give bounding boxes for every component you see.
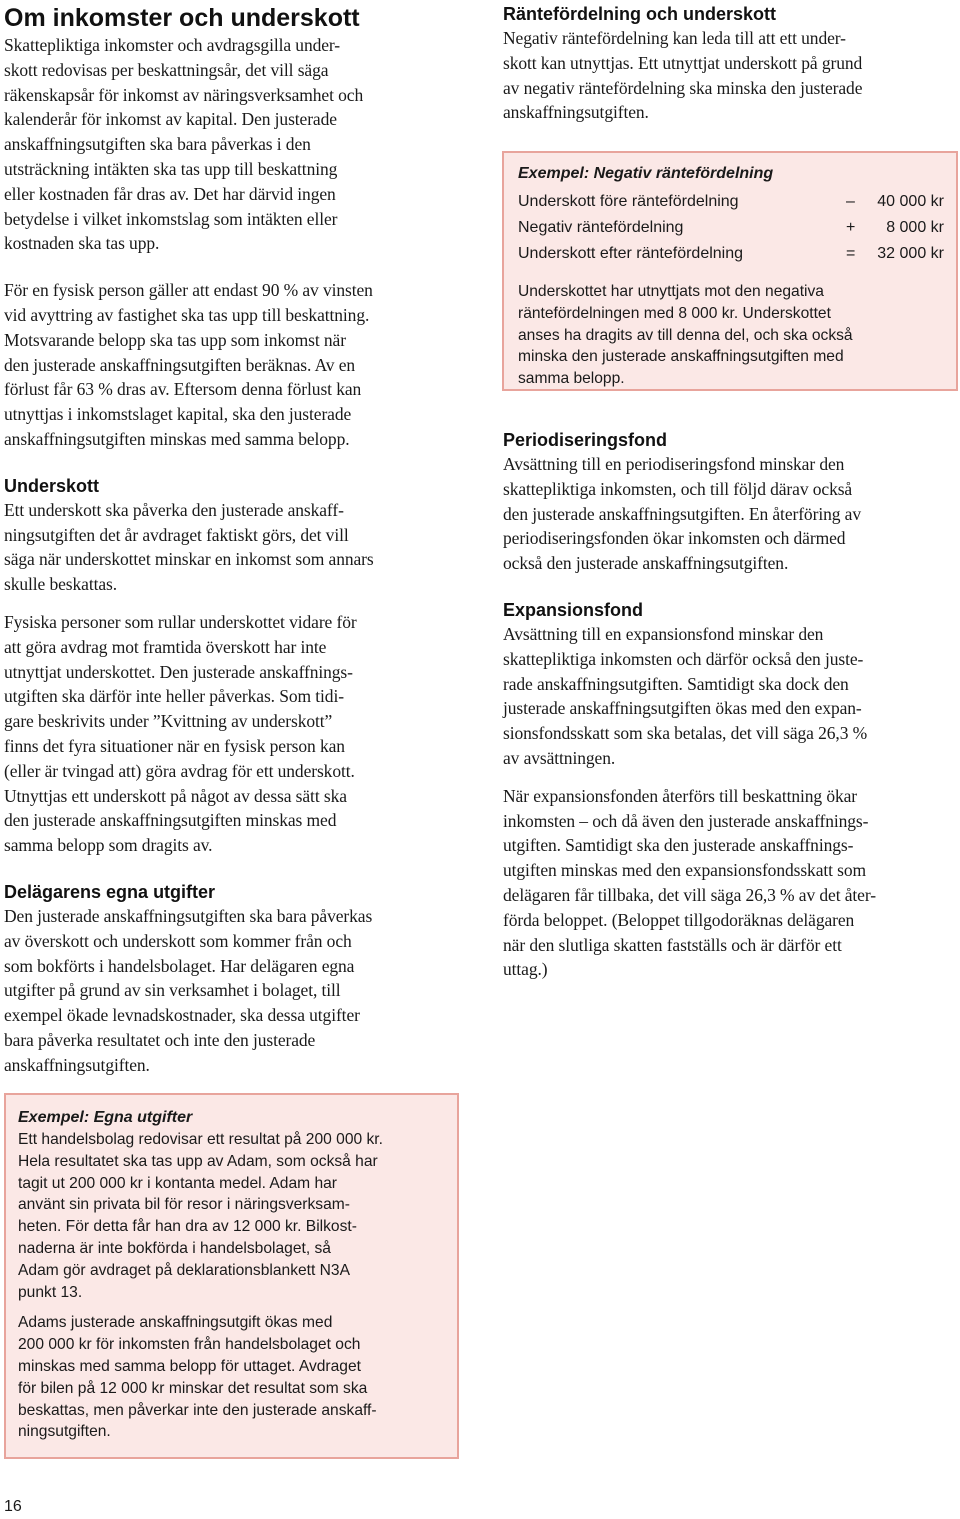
calc-operator: = (846, 245, 856, 262)
text-line: periodiseringsfonden ökar inkomsten och därmed (503, 528, 846, 549)
text-line: gare beskrivits under ”Kvittning av underskott” (4, 711, 333, 732)
calc-row (518, 241, 944, 267)
text-line: sionsfondsskatt som ska betalas, det vill säga 26,3 % (503, 723, 868, 744)
periodisering-heading: Periodiseringsfond (503, 430, 668, 450)
text-line: räkenskapsår för inkomst av näringsverksamhet och (4, 84, 364, 105)
text-line: utgiften. Samtidigt ska den justerade anskaffnings- (503, 835, 854, 856)
fastighet-paragraph (4, 278, 466, 452)
example-title: Exempel: Egna utgifter (18, 1109, 193, 1126)
text-line: uttag.) (503, 959, 548, 980)
calc-operator: – (846, 193, 855, 210)
example-title: Exempel: Negativ räntefördelning (518, 165, 774, 182)
text-line: delägaren får tillbaka, det vill säga 26,3 % av det åter- (503, 884, 876, 905)
text-line: utnyttjat underskottet. Den justerade anskaffnings- (4, 661, 353, 682)
page-number: 16 (4, 1498, 22, 1515)
calc-row (518, 189, 944, 215)
text-line: Ett handelsbolag redovisar ett resultat på 200 000 kr. (18, 1131, 383, 1148)
text-line: inkomsten – och då även den justerade anskaffnings- (503, 810, 869, 831)
delagare-paragraph (4, 904, 466, 1078)
periodisering-paragraph (503, 452, 957, 576)
text-line: justerade anskaffningsutgiften ökas med den expan- (503, 698, 862, 719)
left-column (4, 0, 466, 1077)
text-line: För en fysisk person gäller att endast 90 % av vinsten (4, 280, 373, 301)
text-line: kostnaden ska tas upp. (4, 233, 160, 254)
text-line: utgiften minskas med den expansionsfondsskatt som (503, 860, 867, 881)
underskott-heading: Underskott (4, 475, 100, 496)
text-line: Hela resultatet ska tas upp av Adam, som också har (18, 1152, 378, 1170)
calc-row (518, 215, 944, 241)
expansion-paragraph-2 (503, 784, 957, 982)
example-box-egna-utgifter (4, 1093, 459, 1459)
text-line: Adam gör avdraget på deklarationsblankett N3A (18, 1261, 350, 1279)
text-line: av negativ räntefördelning ska minska den justerade (503, 77, 863, 98)
text-line: skattepliktiga inkomsten och därför också den juste- (503, 648, 864, 669)
text-line: tagit ut 200 000 kr i kontanta medel. Adam har (18, 1174, 338, 1192)
calc-value: 32 000 kr (877, 245, 944, 262)
text-line: skott kan utnyttjas. Ett utnyttjat underskott på grund (503, 52, 863, 73)
text-line: Fysiska personer som rullar underskottet vidare för (4, 611, 357, 632)
text-line: heten. För detta får han dra av 12 000 kr. Bilkost- (18, 1218, 357, 1236)
text-line: naderna är inte bokförda i handelsbolaget, så (18, 1239, 331, 1257)
calculation-table (518, 189, 944, 267)
text-line: av överskott och underskott som kommer från och (4, 930, 352, 951)
calc-operator: + (846, 219, 856, 236)
rante-paragraph (503, 26, 957, 125)
calc-label: Underskott före räntefördelning (518, 193, 739, 210)
text-line: anskaffningsutgiften minskas med samma belopp. (4, 428, 350, 449)
text-line: som bokförts i handelsbolaget. Har delägaren egna (4, 955, 355, 976)
text-line: utnyttjas i inkomstslaget kapital, ska den justerade (4, 404, 352, 425)
text-line: att göra avdrag mot framtida överskott har inte (4, 636, 327, 657)
text-line: 200 000 kr för inkomsten från handelsbolaget och (18, 1336, 361, 1354)
text-line: minskas med samma belopp för uttaget. Avdraget (18, 1357, 361, 1375)
text-line: Avsättning till en periodiseringsfond minskar den (503, 454, 845, 474)
text-line: Avsättning till en expansionsfond minskar den (503, 623, 824, 644)
text-line: också den justerade anskaffningsutgiften. (503, 553, 789, 574)
underskott-paragraph-1 (4, 498, 466, 597)
rante-heading: Räntefördelning och underskott (503, 4, 777, 24)
delagare-heading: Delägarens egna utgifter (4, 881, 216, 902)
text-line: bara påverka resultatet och inte den justerade (4, 1029, 316, 1050)
text-line: Motsvarande belopp ska tas upp som inkomst när (4, 329, 346, 350)
expansion-paragraph-1 (503, 622, 957, 771)
page-title: Om inkomster och underskott (4, 4, 360, 32)
calc-value: 40 000 kr (877, 193, 944, 210)
text-line: Underskottet har utnyttjats mot den negativa (518, 283, 824, 300)
text-line: anskaffningsutgiften ska bara påverkas i den (4, 134, 311, 155)
text-line: utgifter på grund av sin verksamhet i bolaget, till (4, 980, 341, 1001)
calc-label: Negativ räntefördelning (518, 219, 684, 236)
text-line: kalenderår för inkomst av kapital. Den justerade (4, 109, 337, 130)
example-box-negativ-rantefordelning (502, 151, 958, 391)
text-line: ningsutgiften det år avdraget faktiskt görs, det vill (4, 524, 349, 545)
text-line: rade anskaffningsutgiften. Samtidigt ska dock den (503, 673, 849, 694)
text-line: av avsättningen. (503, 747, 616, 768)
text-line: Skattepliktiga inkomster och avdragsgilla under- (4, 35, 341, 55)
right-column (503, 0, 957, 125)
text-line: exempel ökade levnadskostnader, ska dessa utgifter (4, 1005, 360, 1026)
text-line: den justerade anskaffningsutgiften minskas med (4, 810, 337, 831)
text-line: anskaffningsutgiften. (503, 102, 649, 123)
example-paragraph-1 (18, 1129, 445, 1303)
text-line: säga när underskottet minskar en inkomst som annars (4, 549, 374, 570)
right-column-lower (503, 428, 957, 982)
text-line: När expansionsfonden återförs till beskattning ökar (503, 785, 858, 806)
text-line: utsträckning intäkten ska tas upp till beskattning (4, 158, 338, 179)
text-line: förda beloppet. (Beloppet tillgodoräknas delägaren (503, 909, 855, 930)
expansion-heading: Expansionsfond (503, 599, 644, 620)
text-line: finns det fyra situationer när en fysisk person kan (4, 735, 345, 756)
text-line: skattepliktiga inkomsten, och till följd därav också (503, 478, 853, 499)
text-line: förlust får 63 % dras av. Eftersom denna förlust kan (4, 379, 362, 400)
text-line: använt sin privata bil för resor i näringsverksam- (18, 1196, 350, 1214)
text-line: skulle beskattas. (4, 574, 117, 595)
example-paragraph (518, 281, 944, 390)
text-line: den justerade anskaffningsutgiften. En återföring av (503, 503, 861, 524)
underskott-paragraph-2 (4, 610, 466, 858)
intro-paragraph (4, 33, 466, 256)
text-line: samma belopp som dragits av. (4, 835, 213, 856)
text-line: när den slutliga skatten fastställs och är därför ett (503, 934, 842, 955)
text-line: Ett underskott ska påverka den justerade anskaff- (4, 499, 344, 520)
text-line: ningsutgiften. (18, 1423, 111, 1441)
text-line: betydelse i vilket inkomstslag som intäkten eller (4, 208, 338, 229)
text-line: vid avyttring av fastighet ska tas upp till beskattning. (4, 304, 370, 325)
text-line: utgiften ska därför inte heller påverkas. Som tidi- (4, 686, 344, 707)
text-line: eller kostnaden får dras av. Det har därvid ingen (4, 183, 336, 204)
text-line: anses ha dragits av till denna del, och ska också (518, 326, 853, 344)
text-line: den justerade anskaffningsutgiften beräknas. Av en (4, 354, 356, 375)
text-line: räntefördelningen med 8 000 kr. Underskottet (518, 304, 831, 322)
text-line: samma belopp. (518, 370, 625, 388)
text-line: anskaffningsutgiften. (4, 1054, 150, 1075)
calc-value: 8 000 kr (886, 219, 944, 236)
text-line: (eller är tvingad att) göra avdrag för ett underskott. (4, 760, 355, 781)
text-line: Negativ räntefördelning kan leda till att ett under- (503, 28, 846, 48)
text-line: beskattas, men påverkar inte den justerade anskaff- (18, 1401, 377, 1419)
text-line: punkt 13. (18, 1283, 83, 1301)
text-line: minska den justerade anskaffningsutgiften med (518, 348, 844, 366)
text-line: Den justerade anskaffningsutgiften ska bara påverkas (4, 905, 373, 926)
example-paragraph-2 (18, 1312, 445, 1443)
text-line: skott redovisas per beskattningsår, det vill säga (4, 59, 329, 80)
text-line: Adams justerade anskaffningsutgift ökas med (18, 1314, 333, 1332)
calc-label: Underskott efter räntefördelning (518, 245, 744, 262)
text-line: för bilen på 12 000 kr minskar det resultat som ska (18, 1379, 368, 1397)
text-line: Utnyttjas ett underskott på något av dessa sätt ska (4, 785, 347, 806)
